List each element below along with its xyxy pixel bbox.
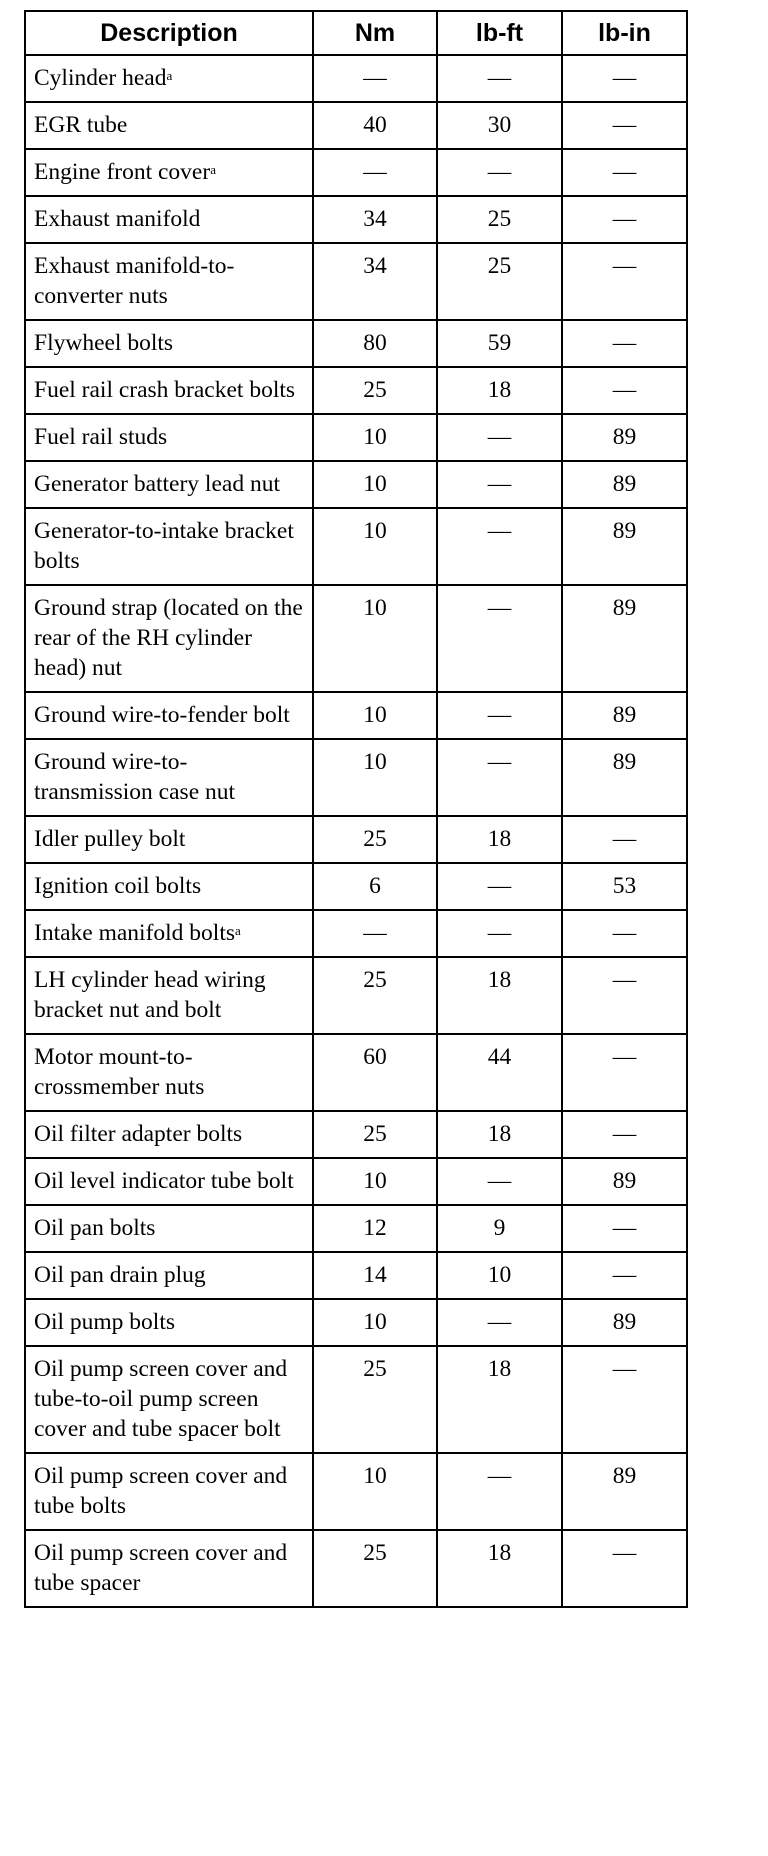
- description-text: Oil pump bolts: [34, 1309, 176, 1335]
- table-row: [25, 461, 687, 508]
- table-body: [25, 55, 687, 1607]
- description-text: Intake manifold bolts: [34, 920, 236, 946]
- description-text: Generator-to-intake bracket bolts: [34, 518, 294, 574]
- cell-description: [25, 149, 313, 196]
- table-row: [25, 243, 687, 320]
- footnote-marker: a: [235, 923, 241, 938]
- cell-lb-ft: 18: [437, 957, 562, 1034]
- footnote-marker: a: [210, 162, 216, 177]
- table-row: [25, 55, 687, 102]
- cell-description: [25, 1158, 313, 1205]
- cell-description: [25, 585, 313, 692]
- table-row: [25, 1346, 687, 1453]
- cell-nm: —: [313, 149, 437, 196]
- cell-lb-in: 89: [562, 1158, 687, 1205]
- table-row: [25, 508, 687, 585]
- cell-description: [25, 1205, 313, 1252]
- cell-lb-ft: 18: [437, 816, 562, 863]
- cell-lb-ft: 18: [437, 1111, 562, 1158]
- table-row: [25, 816, 687, 863]
- table-row: [25, 1158, 687, 1205]
- cell-lb-ft: 25: [437, 196, 562, 243]
- table-row: [25, 957, 687, 1034]
- cell-lb-in: 89: [562, 461, 687, 508]
- description-text: Oil pump screen cover and tube bolts: [34, 1463, 288, 1519]
- table-row: [25, 196, 687, 243]
- description-text: Exhaust manifold: [34, 206, 201, 232]
- cell-lb-ft: —: [437, 414, 562, 461]
- description-text: Fuel rail studs: [34, 424, 168, 450]
- torque-specification-table: [24, 10, 688, 1608]
- cell-lb-in: —: [562, 102, 687, 149]
- description-text: Idler pulley bolt: [34, 826, 186, 852]
- cell-lb-in: —: [562, 55, 687, 102]
- cell-lb-ft: —: [437, 1453, 562, 1530]
- cell-description: [25, 508, 313, 585]
- table-row: [25, 585, 687, 692]
- cell-nm: 10: [313, 414, 437, 461]
- column-header-nm: Nm: [313, 11, 437, 55]
- description-text: Oil level indicator tube bolt: [34, 1168, 294, 1194]
- cell-lb-in: —: [562, 320, 687, 367]
- cell-lb-ft: 44: [437, 1034, 562, 1111]
- cell-lb-in: —: [562, 196, 687, 243]
- cell-nm: 10: [313, 461, 437, 508]
- cell-lb-ft: 10: [437, 1252, 562, 1299]
- cell-lb-in: —: [562, 1252, 687, 1299]
- cell-lb-ft: —: [437, 863, 562, 910]
- description-text: Ground wire-to-transmission case nut: [34, 749, 236, 805]
- description-text: Ignition coil bolts: [34, 873, 202, 899]
- cell-lb-in: —: [562, 816, 687, 863]
- table-row: [25, 739, 687, 816]
- cell-description: [25, 1453, 313, 1530]
- cell-description: [25, 367, 313, 414]
- table-row: [25, 102, 687, 149]
- cell-nm: 25: [313, 1530, 437, 1607]
- table-row: [25, 1205, 687, 1252]
- cell-lb-in: —: [562, 957, 687, 1034]
- description-text: Ground strap (located on the rear of the RH cylinder head) nut: [34, 595, 303, 681]
- cell-lb-in: —: [562, 1205, 687, 1252]
- table-row: [25, 1299, 687, 1346]
- cell-nm: 10: [313, 1453, 437, 1530]
- cell-lb-in: —: [562, 243, 687, 320]
- cell-lb-ft: 18: [437, 1530, 562, 1607]
- cell-lb-ft: —: [437, 692, 562, 739]
- cell-nm: 10: [313, 1299, 437, 1346]
- cell-lb-ft: —: [437, 55, 562, 102]
- cell-nm: 14: [313, 1252, 437, 1299]
- table-row: [25, 1034, 687, 1111]
- cell-nm: —: [313, 910, 437, 957]
- table-row: [25, 1111, 687, 1158]
- cell-nm: 10: [313, 739, 437, 816]
- cell-lb-in: —: [562, 910, 687, 957]
- column-header-lb-in: lb-in: [562, 11, 687, 55]
- description-text: Oil pan bolts: [34, 1215, 156, 1241]
- cell-description: [25, 461, 313, 508]
- cell-description: [25, 1530, 313, 1607]
- cell-nm: 40: [313, 102, 437, 149]
- cell-description: [25, 1034, 313, 1111]
- description-text: Oil filter adapter bolts: [34, 1121, 243, 1147]
- cell-lb-in: 89: [562, 508, 687, 585]
- cell-lb-ft: —: [437, 1299, 562, 1346]
- cell-description: [25, 1111, 313, 1158]
- description-text: Generator battery lead nut: [34, 471, 280, 497]
- cell-lb-ft: 18: [437, 367, 562, 414]
- cell-nm: 25: [313, 957, 437, 1034]
- cell-nm: —: [313, 55, 437, 102]
- table-row: [25, 863, 687, 910]
- cell-description: [25, 692, 313, 739]
- cell-nm: 25: [313, 816, 437, 863]
- cell-lb-ft: 30: [437, 102, 562, 149]
- table-row: [25, 910, 687, 957]
- cell-nm: 25: [313, 1111, 437, 1158]
- cell-description: [25, 55, 313, 102]
- cell-description: [25, 243, 313, 320]
- cell-description: [25, 957, 313, 1034]
- cell-lb-ft: —: [437, 149, 562, 196]
- cell-nm: 10: [313, 1158, 437, 1205]
- cell-lb-ft: —: [437, 1158, 562, 1205]
- cell-lb-ft: —: [437, 910, 562, 957]
- cell-nm: 60: [313, 1034, 437, 1111]
- cell-lb-in: —: [562, 1111, 687, 1158]
- description-text: Flywheel bolts: [34, 330, 174, 356]
- description-text: Engine front cover: [34, 159, 211, 185]
- cell-lb-in: 89: [562, 585, 687, 692]
- description-text: Oil pan drain plug: [34, 1262, 206, 1288]
- cell-description: [25, 102, 313, 149]
- cell-lb-ft: —: [437, 461, 562, 508]
- cell-description: [25, 1252, 313, 1299]
- table-row: [25, 1252, 687, 1299]
- cell-lb-ft: —: [437, 585, 562, 692]
- cell-lb-in: —: [562, 1346, 687, 1453]
- cell-lb-in: 89: [562, 1453, 687, 1530]
- cell-lb-in: —: [562, 1530, 687, 1607]
- cell-description: [25, 1299, 313, 1346]
- cell-nm: 10: [313, 585, 437, 692]
- table-row: [25, 1530, 687, 1607]
- description-text: LH cylinder head wiring bracket nut and bolt: [34, 967, 266, 1023]
- cell-nm: 6: [313, 863, 437, 910]
- description-text: EGR tube: [34, 112, 128, 138]
- cell-description: [25, 910, 313, 957]
- cell-nm: 80: [313, 320, 437, 367]
- cell-lb-ft: 25: [437, 243, 562, 320]
- cell-description: [25, 863, 313, 910]
- cell-nm: 10: [313, 508, 437, 585]
- cell-description: [25, 414, 313, 461]
- cell-nm: 34: [313, 243, 437, 320]
- table-row: [25, 1453, 687, 1530]
- cell-description: [25, 196, 313, 243]
- cell-lb-in: —: [562, 1034, 687, 1111]
- cell-lb-ft: 9: [437, 1205, 562, 1252]
- description-text: Cylinder head: [34, 65, 167, 91]
- cell-lb-in: —: [562, 149, 687, 196]
- table-row: [25, 320, 687, 367]
- cell-lb-in: 53: [562, 863, 687, 910]
- description-text: Ground wire-to-fender bolt: [34, 702, 290, 728]
- cell-lb-in: 89: [562, 1299, 687, 1346]
- cell-lb-in: 89: [562, 739, 687, 816]
- cell-nm: 12: [313, 1205, 437, 1252]
- description-text: Oil pump screen cover and tube spacer: [34, 1540, 288, 1596]
- table-row: [25, 692, 687, 739]
- cell-nm: 10: [313, 692, 437, 739]
- cell-lb-in: —: [562, 367, 687, 414]
- table-header-row: [25, 11, 687, 55]
- cell-description: [25, 816, 313, 863]
- description-text: Fuel rail crash bracket bolts: [34, 377, 296, 403]
- cell-lb-ft: 59: [437, 320, 562, 367]
- description-text: Motor mount-to-crossmember nuts: [34, 1044, 205, 1100]
- cell-description: [25, 320, 313, 367]
- cell-lb-ft: 18: [437, 1346, 562, 1453]
- column-header-description: Description: [25, 11, 313, 55]
- cell-lb-ft: —: [437, 739, 562, 816]
- table-row: [25, 149, 687, 196]
- footnote-marker: a: [166, 68, 173, 83]
- table-row: [25, 414, 687, 461]
- description-text: Exhaust manifold-to-converter nuts: [34, 253, 235, 309]
- cell-nm: 25: [313, 1346, 437, 1453]
- cell-description: [25, 739, 313, 816]
- cell-lb-ft: —: [437, 508, 562, 585]
- column-header-lb-ft: lb-ft: [437, 11, 562, 55]
- cell-description: [25, 1346, 313, 1453]
- cell-nm: 25: [313, 367, 437, 414]
- table-row: [25, 367, 687, 414]
- torque-specification-sheet: [24, 10, 688, 1608]
- cell-nm: 34: [313, 196, 437, 243]
- cell-lb-in: 89: [562, 414, 687, 461]
- cell-lb-in: 89: [562, 692, 687, 739]
- description-text: Oil pump screen cover and tube-to-oil pump screen cover and tube spacer bolt: [34, 1356, 288, 1442]
